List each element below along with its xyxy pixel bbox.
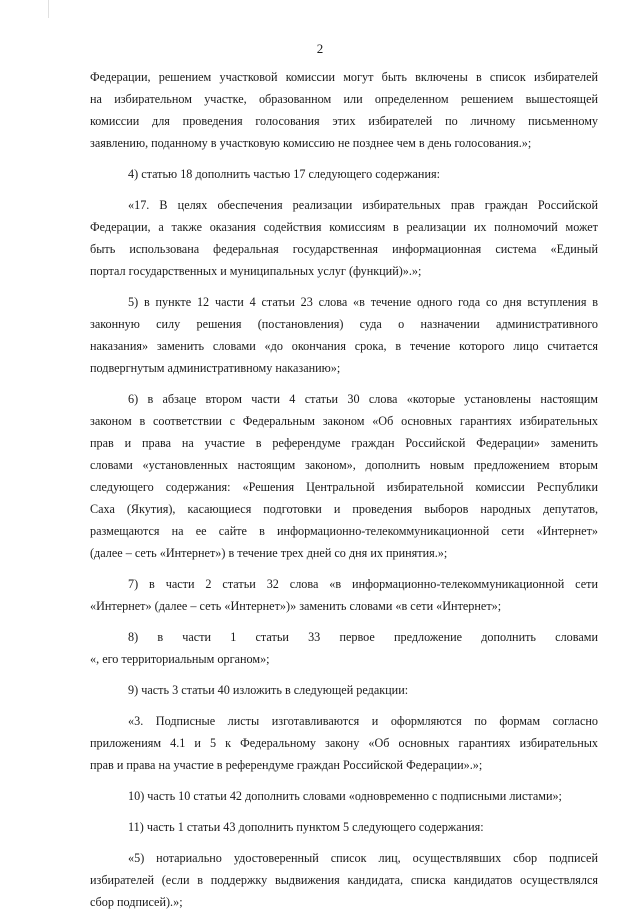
text-line: «3. Подписные листы изготавливаются и оформляются по формам согласно <box>128 714 598 728</box>
text-line: 8) в части 1 статьи 33 первое предложение дополнить словами <box>128 630 598 644</box>
paragraph <box>90 847 598 913</box>
text-line: прав и права на участие в референдуме граждан Российской Федерации».»; <box>90 758 483 772</box>
text-line: заявлению, поданному в участковую комиссию не позднее чем в день голосования.»; <box>90 136 532 150</box>
paragraph <box>90 291 598 379</box>
text-line: сбор подписей).»; <box>90 895 183 909</box>
text-line: прав и права на участие в референдуме граждан Российской Федерации» заменить <box>90 436 598 450</box>
text-line: Федерации, а также оказания содействия комиссиям в реализации их полномочий может <box>90 220 598 234</box>
text-line: избирателей (если в поддержку выдвижения кандидата, списка кандидатов осуществлялся <box>90 873 598 887</box>
paragraph <box>90 785 598 807</box>
paragraph <box>90 66 598 154</box>
text-line: «5) нотариально удостоверенный список лиц, осуществлявших сбор подписей <box>128 851 598 865</box>
text-line: приложениям 4.1 и 5 к Федеральному закону «Об основных гарантиях избирательных <box>90 736 598 750</box>
scan-margin-mark <box>48 0 49 18</box>
text-line: 5) в пункте 12 части 4 статьи 23 слова «в течение одного года со дня вступления в <box>128 295 598 309</box>
text-line: 9) часть 3 статьи 40 изложить в следующей редакции: <box>128 683 409 697</box>
paragraph <box>90 710 598 776</box>
text-line: «17. В целях обеспечения реализации избирательных прав граждан Российской <box>128 198 598 212</box>
text-line: 4) статью 18 дополнить частью 17 следующего содержания: <box>128 167 440 181</box>
paragraph <box>90 626 598 670</box>
text-line: 7) в части 2 статьи 32 слова «в информационно-телекоммуникационной сети <box>128 577 598 591</box>
text-line: следующего содержания: «Решения Центральной избирательной комиссии Республики <box>90 480 598 494</box>
text-line: словами «установленных настоящим законом», дополнить новым предложением вторым <box>90 458 598 472</box>
text-line: «, его территориальным органом»; <box>90 652 270 666</box>
paragraph <box>90 194 598 282</box>
text-line: 6) в абзаце втором части 4 статьи 30 слова «которые установлены настоящим <box>128 392 598 406</box>
document-body <box>90 66 598 913</box>
paragraph <box>90 163 598 185</box>
text-line: (далее – сеть «Интернет») в течение трех дней со дня их принятия.»; <box>90 546 448 560</box>
text-line: 11) часть 1 статьи 43 дополнить пунктом 5 следующего содержания: <box>128 820 484 834</box>
paragraph <box>90 573 598 617</box>
text-line: Саха (Якутия), касающиеся подготовки и проведения выборов народных депутатов, <box>90 502 598 516</box>
text-line: Федерации, решением участковой комиссии могут быть включены в список избирателей <box>90 70 598 84</box>
text-line: законную силу решения (постановления) суда о назначении административного <box>90 317 598 331</box>
text-line: законом в соответствии с Федеральным законом «Об основных гарантиях избирательных <box>90 414 598 428</box>
text-line: размещаются на ее сайте в информационно-телекоммуникационной сети «Интернет» <box>90 524 598 538</box>
text-line: быть использована федеральная государственная информационная система «Единый <box>90 242 598 256</box>
page-number: 2 <box>316 41 324 56</box>
paragraph <box>90 816 598 838</box>
paragraph <box>90 388 598 564</box>
text-line: на избирательном участке, образованном или определенном решением вышестоящей <box>90 92 598 106</box>
text-line: портал государственных и муниципальных услуг (функций)».»; <box>90 264 422 278</box>
text-line: наказания» заменить словами «до окончания срока, в течение которого лицо считается <box>90 339 598 353</box>
text-line: комиссии для проведения голосования этих избирателей по личному письменному <box>90 114 598 128</box>
text-line: «Интернет» (далее – сеть «Интернет»)» заменить словами «в сети «Интернет»; <box>90 599 502 613</box>
text-line: 10) часть 10 статьи 42 дополнить словами «одновременно с подписными листами»; <box>128 789 562 803</box>
paragraph <box>90 679 598 701</box>
text-line: подвергнутым административному наказанию»; <box>90 361 341 375</box>
